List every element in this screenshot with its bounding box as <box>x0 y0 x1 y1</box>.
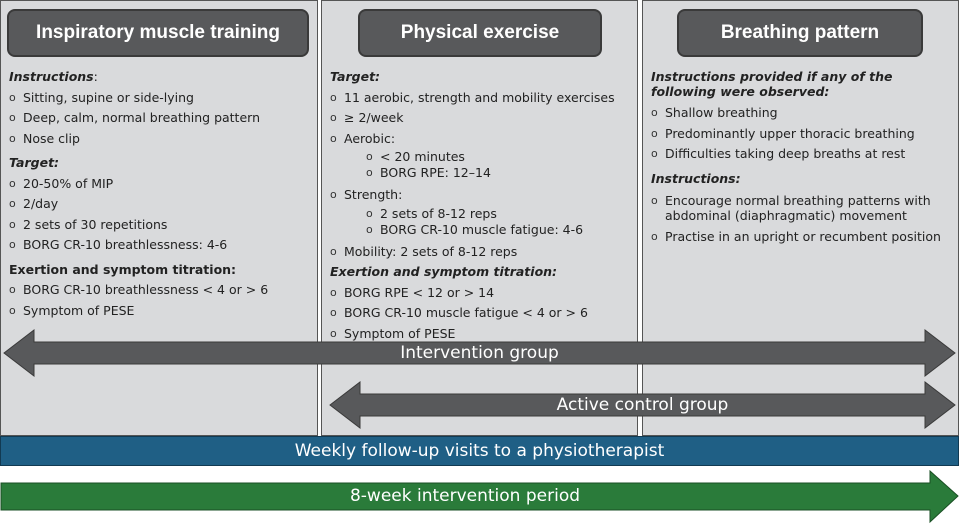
list-item: o BORG RPE < 12 or > 14 <box>330 283 633 304</box>
list-item: o BORG CR-10 breathlessness < 4 or > 6 <box>9 280 313 301</box>
sub-item: o BORG RPE: 12–14 <box>330 165 633 181</box>
list-item: o 2/day <box>9 194 313 215</box>
titration-heading: Exertion and symptom titration: <box>330 264 558 279</box>
list-item: o 20-50% of MIP <box>9 174 313 195</box>
list-item: o Predominantly upper thoracic breathing <box>651 124 952 145</box>
list-item: o Aerobic: <box>330 129 633 150</box>
weekly-follow-up-bar: Weekly follow-up visits to a physiotherapist <box>0 436 959 466</box>
sub-item: o 2 sets of 8-12 reps <box>330 206 633 222</box>
titration-heading: Exertion and symptom titration: <box>9 261 237 277</box>
intervention-period-label: 8-week intervention period <box>349 486 581 506</box>
target-heading: Target: <box>9 155 60 170</box>
list-item: o Practise in an upright or recumbent position <box>651 227 952 248</box>
active-control-group-label: Active control group <box>556 395 729 415</box>
list-item: o Shallow breathing <box>651 103 952 124</box>
list-item: o ≥ 2/week <box>330 108 633 129</box>
intervention-group-label: Intervention group <box>400 343 559 363</box>
panel-title: Breathing pattern <box>677 9 923 57</box>
panel-content <box>330 67 633 344</box>
panel-content <box>9 67 313 321</box>
list-item: o Sitting, supine or side-lying <box>9 88 313 109</box>
list-item: o 11 aerobic, strength and mobility exercises <box>330 88 633 109</box>
list-item: o BORG CR-10 breathlessness: 4-6 <box>9 235 313 256</box>
list-item: o Deep, calm, normal breathing pattern <box>9 108 313 129</box>
list-item: o Difficulties taking deep breaths at rest <box>651 144 952 165</box>
list-item: o Symptom of PESE <box>330 324 633 345</box>
panel-title: Inspiratory muscle training <box>7 9 309 57</box>
list-item: o 2 sets of 30 repetitions <box>9 215 313 236</box>
list-item: o Mobility: 2 sets of 8-12 reps <box>330 242 633 263</box>
sub-item: o BORG CR-10 muscle fatigue: 4-6 <box>330 222 633 238</box>
sub-item: o < 20 minutes <box>330 149 633 165</box>
panel-content <box>651 67 952 248</box>
list-item: o Nose clip <box>9 129 313 150</box>
target-heading: Target: <box>330 69 381 84</box>
instructions-heading: Instructions: <box>651 170 741 186</box>
panel-title: Physical exercise <box>358 9 602 57</box>
list-item: o Symptom of PESE <box>9 301 313 322</box>
list-item: o Encourage normal breathing patterns with abdominal (diaphragmatic) movement <box>651 193 952 223</box>
list-item: o Strength: <box>330 185 633 206</box>
observed-heading: Instructions provided if any of the following were observed: <box>651 69 893 99</box>
list-item: o BORG CR-10 muscle fatigue < 4 or > 6 <box>330 303 633 324</box>
instructions-heading: Instructions: <box>9 69 98 84</box>
